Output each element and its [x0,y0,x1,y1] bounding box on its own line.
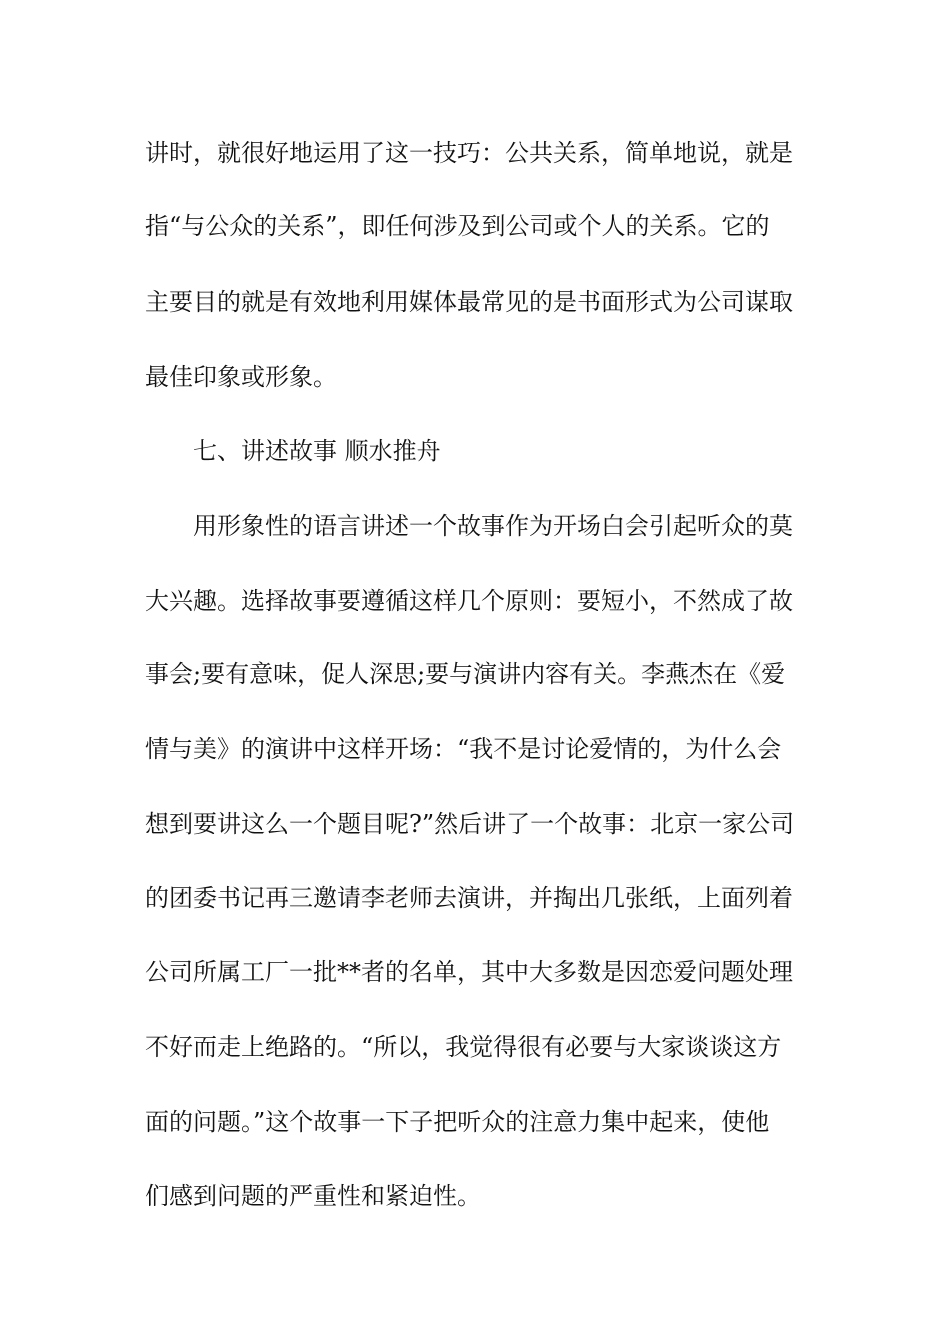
paragraph-line: 面的问题。”这个故事一下子把听众的注意力集中起来，使他 [145,1108,770,1136]
paragraph-line: 事会;要有意味，促人深思;要与演讲内容有关。李燕杰在《爱 [145,660,786,688]
paragraph-line: 用形象性的语言讲述一个故事作为开场白会引起听众的莫 [193,512,793,540]
paragraph-line: 主要目的就是有效地利用媒体最常见的是书面形式为公司谋取 [145,288,793,316]
paragraph-line: 讲时，就很好地运用了这一技巧：公共关系，简单地说，就是 [145,139,793,167]
paragraph-line: 公司所属工厂一批**者的名单，其中大多数是因恋爱问题处理 [145,958,793,986]
paragraph-line: 情与美》的演讲中这样开场：“我不是讨论爱情的，为什么会 [145,735,782,763]
paragraph-line: 们感到问题的严重性和紧迫性。 [145,1182,481,1210]
paragraph-line: 大兴趣。选择故事要遵循这样几个原则：要短小，不然成了故 [145,587,793,615]
paragraph-line: 不好而走上绝路的。“所以，我觉得很有必要与大家谈谈这方 [145,1033,782,1061]
section-heading: 七、讲述故事 顺水推舟 [193,437,441,465]
paragraph-line: 指“与公众的关系”，即任何涉及到公司或个人的关系。它的 [145,212,770,240]
paragraph-line: 的团委书记再三邀请李老师去演讲，并掏出几张纸，上面列着 [145,884,793,912]
paragraph-line: 最佳印象或形象。 [145,363,337,391]
paragraph-line: 想到要讲这么一个题目呢?”然后讲了一个故事：北京一家公司 [145,810,795,838]
